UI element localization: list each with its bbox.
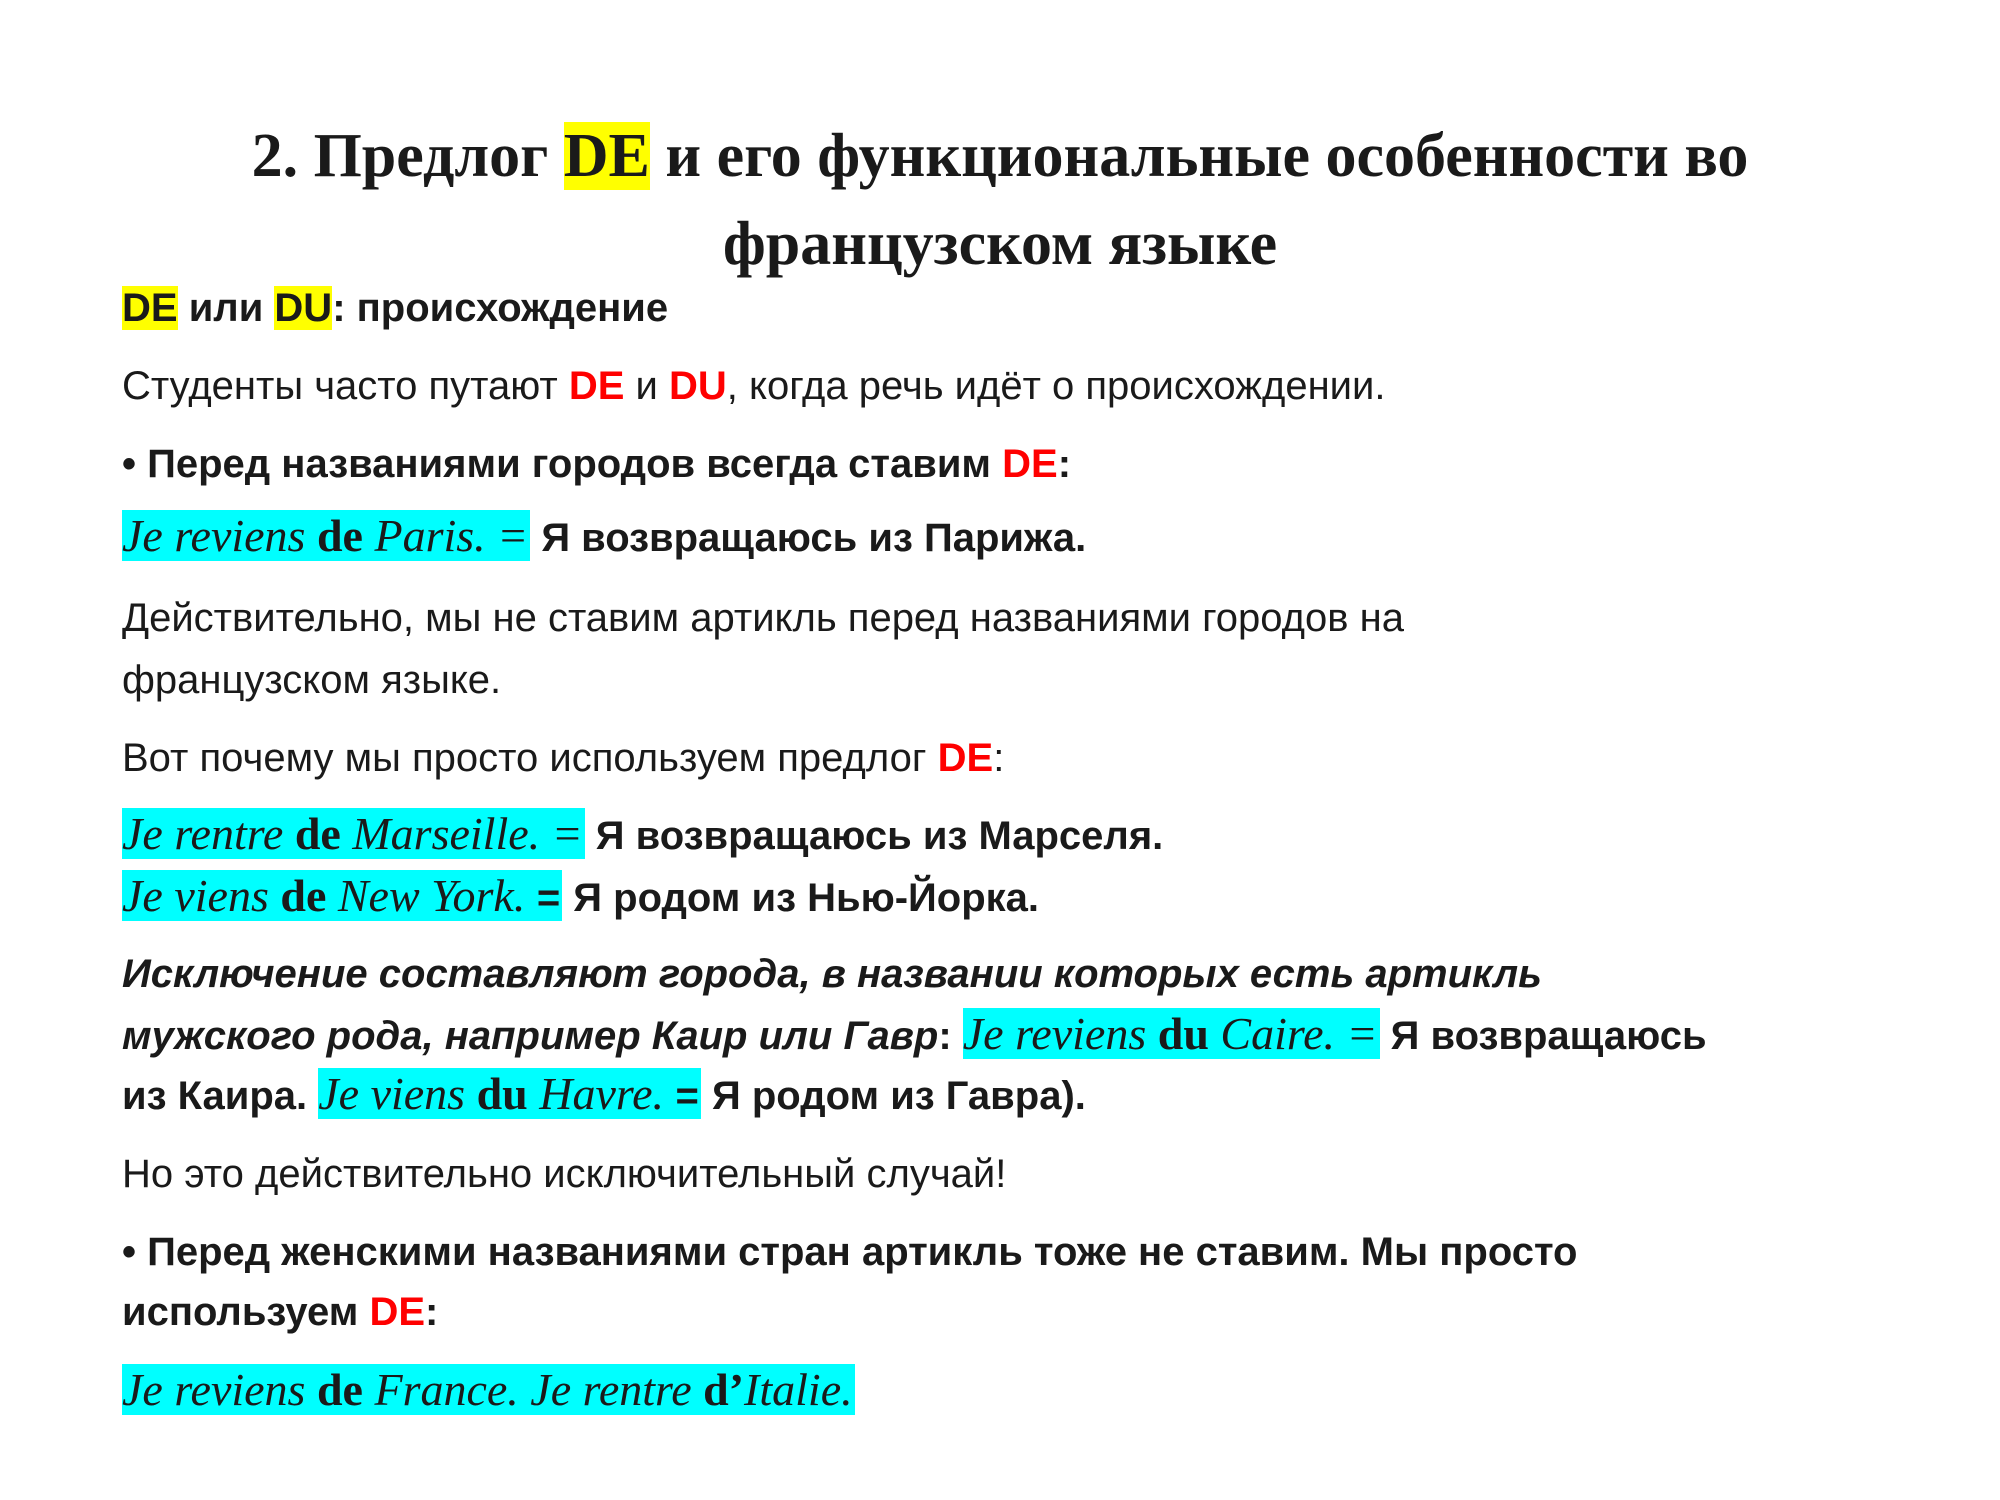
- exception-line2: [122, 1006, 1707, 1064]
- example-marseille-russian: Я возвращаюсь из Марселя.: [584, 814, 1164, 858]
- example-newyork-french: [122, 870, 562, 921]
- ex4-c: Italie.: [744, 1364, 853, 1415]
- ex1-fr-b: Paris. =: [362, 510, 529, 561]
- example-marseille: [122, 806, 1163, 864]
- ex2-fr-b: Marseille. =: [340, 808, 583, 859]
- example-paris-french: [122, 510, 530, 561]
- why-paragraph: [122, 730, 1004, 786]
- exception-colon: :: [938, 1014, 963, 1058]
- ex1-fr-de: de: [316, 510, 363, 561]
- slide-title: [100, 112, 1900, 288]
- why-text: Вот почему мы просто используем предлог: [122, 736, 938, 780]
- ex4-a: Je reviens: [122, 1364, 317, 1415]
- title-part2: и его функциональные особенности во: [649, 122, 1749, 190]
- heading-or: или: [177, 286, 275, 330]
- example-paris: [122, 508, 1086, 566]
- ex3-fr-a: Je viens: [122, 870, 281, 921]
- caire-fr-b: Caire. =: [1208, 1008, 1378, 1059]
- intro-du: DU: [669, 364, 727, 408]
- ex3-fr-b: New York.: [326, 870, 537, 921]
- exception-line3-text: из Каира.: [122, 1074, 319, 1118]
- exception-line1: Исключение составляют города, в названии которых есть артикль: [122, 952, 1542, 996]
- ex4-de: de: [316, 1364, 363, 1415]
- intro-text-a: Студенты часто путают: [122, 364, 569, 408]
- intro-de: DE: [568, 364, 625, 408]
- exception-line3: [122, 1066, 1086, 1124]
- rule-countries-line2: [122, 1284, 438, 1340]
- exception-line2-russian: Я возвращаюсь: [1379, 1014, 1707, 1058]
- havre-fr-eq: =: [675, 1074, 699, 1118]
- rule2-colon: :: [425, 1290, 439, 1334]
- explain-line2: французском языке.: [122, 658, 502, 702]
- why-de: DE: [937, 736, 994, 780]
- rule2-text: используем: [122, 1290, 370, 1334]
- example-havre-french: [318, 1068, 701, 1119]
- why-colon: :: [993, 736, 1005, 780]
- explain-line1: Действительно, мы не ставим артикль перед названиями городов на: [122, 596, 1404, 640]
- ex3-fr-de: de: [280, 870, 327, 921]
- example-countries: [122, 1362, 855, 1420]
- title-part1: 2. Предлог: [251, 122, 564, 190]
- rule1-colon: :: [1057, 442, 1072, 486]
- rule-cities: [122, 436, 1071, 492]
- ex4-b: France. Je rentre: [362, 1364, 704, 1415]
- heading-rest: : происхождение: [332, 286, 669, 330]
- rule2-de: DE: [369, 1290, 426, 1334]
- havre-fr-b: Havre.: [527, 1068, 676, 1119]
- ex1-fr-a: Je reviens: [122, 510, 317, 561]
- rule1-de: DE: [1002, 442, 1058, 486]
- exception-line3-russian: Я родом из Гавра).: [700, 1074, 1086, 1118]
- heading-de: DE: [122, 286, 178, 330]
- ex2-fr-de: de: [294, 808, 341, 859]
- intro-text-b: и: [624, 364, 669, 408]
- exception-line2-text: мужского рода, например Каир или Гавр: [122, 1014, 939, 1058]
- example-marseille-french: [122, 808, 585, 859]
- havre-fr-a: Je viens: [318, 1068, 477, 1119]
- intro-paragraph: [122, 358, 1385, 414]
- rule1-text: • Перед названиями городов всегда ставим: [122, 442, 1003, 486]
- ex4-d: d’: [703, 1364, 745, 1415]
- note-paragraph: Но это действительно исключительный случай!: [122, 1152, 1007, 1196]
- rule-countries-line1: • Перед женскими названиями стран артикль тоже не ставим. Мы просто: [122, 1230, 1578, 1274]
- caire-fr-a: Je reviens: [962, 1008, 1158, 1059]
- example-countries-french: [122, 1364, 855, 1415]
- example-paris-russian: Я возвращаюсь из Парижа.: [530, 516, 1087, 560]
- ex3-eq: =: [536, 876, 561, 920]
- title-line2: французском языке: [722, 210, 1278, 278]
- ex2-fr-a: Je rentre: [122, 808, 295, 859]
- caire-fr-du: du: [1157, 1008, 1209, 1059]
- example-newyork-russian: Я родом из Нью-Йорка.: [562, 876, 1040, 920]
- intro-text-c: , когда речь идёт о происхождении.: [726, 364, 1386, 408]
- title-de-highlight: DE: [563, 122, 650, 190]
- havre-fr-du: du: [476, 1068, 528, 1119]
- example-newyork: [122, 868, 1039, 926]
- heading-du: DU: [274, 286, 333, 330]
- example-caire-french: [963, 1008, 1380, 1059]
- section-heading: [122, 280, 668, 336]
